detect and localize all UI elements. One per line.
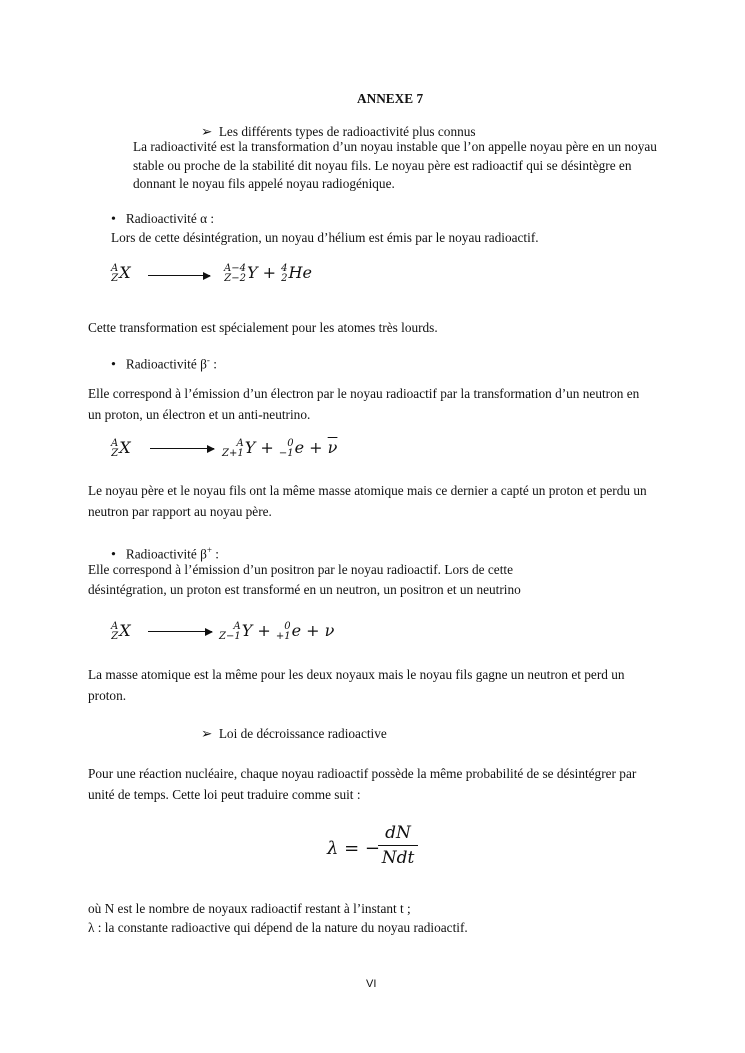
reaction-arrow-icon [150,448,214,449]
decay-law-text: Pour une réaction nucléaire, chaque noyau radioactif possède la même probabilité de se désintégrer par unité de temps. Cette loi peut traduire comme suit : [88,766,637,802]
beta-minus-equation-products: A Z+1 Y + 0 −1 e + ν [222,437,338,459]
definition-n: où N est le nombre de noyaux radioactif restant à l’instant t ; [88,901,411,916]
section-heading-decay-law: ➢ Loi de décroissance radioactive [201,726,387,741]
beta-plus-text-line2: désintégration, un proton est transformé en un neutron, un positron et un neutrino [88,582,521,597]
formula-numerator: dN [378,823,418,846]
beta-plus-label: • Radioactivité β+ : [111,545,219,563]
formula-lhs: λ = − [327,838,381,859]
page-title: ANNEXE 7 [357,91,424,106]
bullet-icon: • [111,547,116,563]
intro-paragraph: La radioactivité est la transformation d’un noyau instable que l’on appelle noyau père en un noyau stable ou proche de la stabilité dit noyau fils. Le noyau père est radioactif qui se désintègre en donnant le noyau fils appelé noyau radiogénique. [133,139,657,191]
formula-denominator: Ndt [381,848,415,868]
beta-minus-label: • Radioactivité β- : [111,355,217,373]
beta-plus-equation-products: A Z−1 Y + 0 +1 e + ν [219,620,335,642]
beta-minus-equation-parent: A Z X [111,437,131,459]
beta-plus-note: La masse atomique est la même pour les deux noyaux mais le noyau fils gagne un neutron et perd un proton. [88,667,625,703]
alpha-text: Lors de cette désintégration, un noyau d’hélium est émis par le noyau radioactif. [111,230,539,245]
definition-lambda: λ : la constante radioactive qui dépend de la nature du noyau radioactif. [88,920,468,935]
reaction-arrow-icon [148,275,210,276]
beta-minus-text: Elle correspond à l’émission d’un électron par le noyau radioactif par la transformation d’un neutron en un proton, un électron et un anti-neutrino. [88,386,640,422]
bullet-icon: • [111,212,116,227]
beta-plus-text-line1: Elle correspond à l’émission d’un positron par le noyau radioactif. Lors de cette [88,562,513,577]
alpha-note: Cette transformation est spécialement pour les atomes très lourds. [88,320,438,335]
page-number: VI [366,978,377,990]
antineutrino-symbol: ν [327,438,338,457]
arrow-bullet-icon: ➢ [201,124,213,139]
alpha-equation-parent: A Z X [111,262,131,284]
arrow-bullet-icon: ➢ [201,726,213,741]
beta-plus-equation-parent: A Z X [111,620,131,642]
formula-fraction [378,823,418,868]
section-heading-types: ➢ Les différents types de radioactivité plus connus [201,124,476,139]
bullet-icon: • [111,357,116,373]
alpha-label: • Radioactivité α : [111,211,215,227]
beta-minus-note: Le noyau père et le noyau fils ont la même masse atomique mais ce dernier a capté un proton et perdu un neutron par rapport au noyau père. [88,483,647,519]
reaction-arrow-icon [148,631,212,632]
alpha-equation-products: A−4 Z−2 Y + 4 2 He [224,262,312,284]
